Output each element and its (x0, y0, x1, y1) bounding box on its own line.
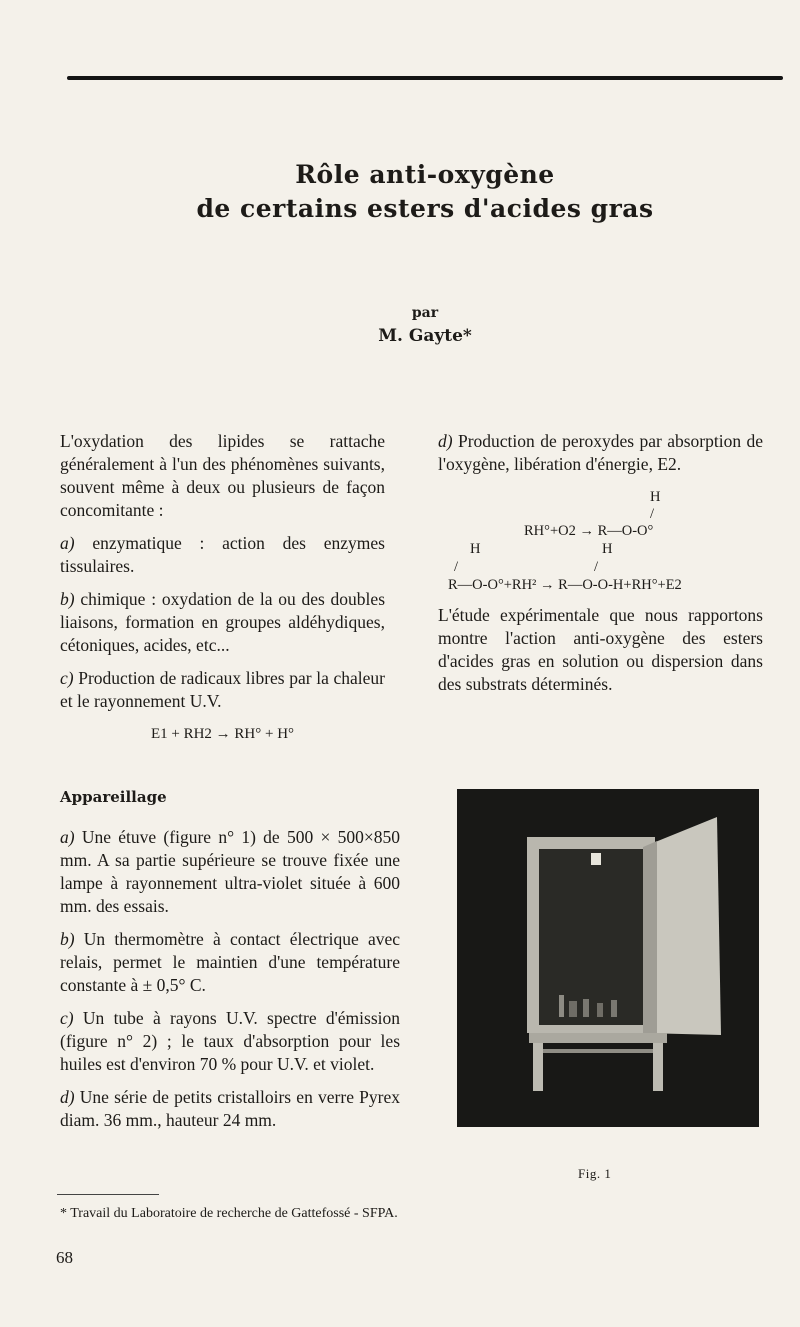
page-number: 68 (56, 1248, 73, 1267)
article-title (0, 158, 800, 226)
equation-radicals: E1 + RH2 → RH° + H° (150, 726, 295, 742)
oven-photograph (457, 789, 759, 1127)
study-paragraph: L'étude expérimentale que nous rapportons montre l'action anti-oxygène des esters d'acides gras en solution ou dispersion dans des substrats déterminés. (438, 605, 763, 694)
list-letter: b) (60, 589, 75, 609)
list-item (60, 667, 385, 713)
chem-bond: / (650, 506, 655, 522)
list-text: Production de radicaux libres par la chaleur et le rayonnement U.V. (60, 668, 385, 711)
list-item (438, 430, 763, 476)
list-item (60, 826, 400, 918)
right-column (438, 430, 763, 706)
list-item (60, 928, 400, 997)
list-letter: d) (60, 1087, 75, 1107)
author-name: M. Gayte* (378, 326, 472, 346)
footnote-rule (57, 1194, 159, 1195)
list-text: chimique : oxydation de la ou des doubles liaisons, formation en groupes aldéhydiques, cétoniques, acides, etc... (60, 589, 385, 655)
apparatus-column (60, 826, 400, 1142)
list-text: Un tube à rayons U.V. spectre d'émission (figure n° 2) ; le taux d'absorption pour les huiles est d'environ 70 % pour U.V. et violet. (60, 1008, 400, 1074)
chemical-equations (438, 486, 763, 598)
title-line-1: Rôle anti-oxygène (295, 160, 555, 189)
list-letter: b) (60, 929, 75, 949)
chem-equation-hydroperoxide: R—O-O°+RH² → R—O-O-H+RH°+E2 (448, 577, 682, 593)
byline-par: par (411, 305, 439, 321)
left-column (60, 430, 385, 756)
list-letter: c) (60, 668, 74, 688)
list-item (60, 588, 385, 657)
chem-h-top: H (650, 489, 661, 505)
list-text: Une étuve (figure n° 1) de 500 × 500×850 mm. A sa partie supérieure se trouve fixée une lampe à rayonnement ultra-violet située à 600 mm. des essais. (60, 827, 400, 916)
chem-bond: / (454, 559, 459, 575)
top-rule (67, 76, 783, 80)
chem-h-mid: H (602, 541, 613, 557)
list-item (60, 1007, 400, 1076)
chem-bond: / (594, 559, 599, 575)
footnote: * Travail du Laboratoire de recherche de Gattefossé - SFPA. (60, 1206, 398, 1221)
chem-equation-peroxide: RH°+O2 → R—O-O° (524, 523, 654, 539)
section-heading: Appareillage (60, 788, 167, 806)
list-letter: a) (60, 827, 75, 847)
list-item (60, 1086, 400, 1132)
oven-illustration (457, 789, 759, 1127)
list-item (60, 532, 385, 578)
list-text: enzymatique : action des enzymes tissulaires. (60, 533, 385, 576)
list-letter: d) (438, 431, 453, 451)
title-line-2: de certains esters d'acides gras (196, 194, 654, 223)
figure-caption: Fig. 1 (578, 1166, 612, 1181)
list-letter: a) (60, 533, 75, 553)
list-letter: c) (60, 1008, 74, 1028)
list-text: Une série de petits cristalloirs en verre Pyrex diam. 36 mm., hauteur 24 mm. (60, 1087, 400, 1130)
list-text: Production de peroxydes par absorption de l'oxygène, libération d'énergie, E2. (438, 431, 763, 474)
list-text: Un thermomètre à contact électrique avec relais, permet le maintien d'une température constante à ± 0,5° C. (60, 929, 400, 995)
chem-h-left: H (470, 541, 481, 557)
intro-paragraph: L'oxydation des lipides se rattache généralement à l'un des phénomènes suivants, souvent même à deux ou plusieurs de façon concomitante : (60, 431, 385, 520)
